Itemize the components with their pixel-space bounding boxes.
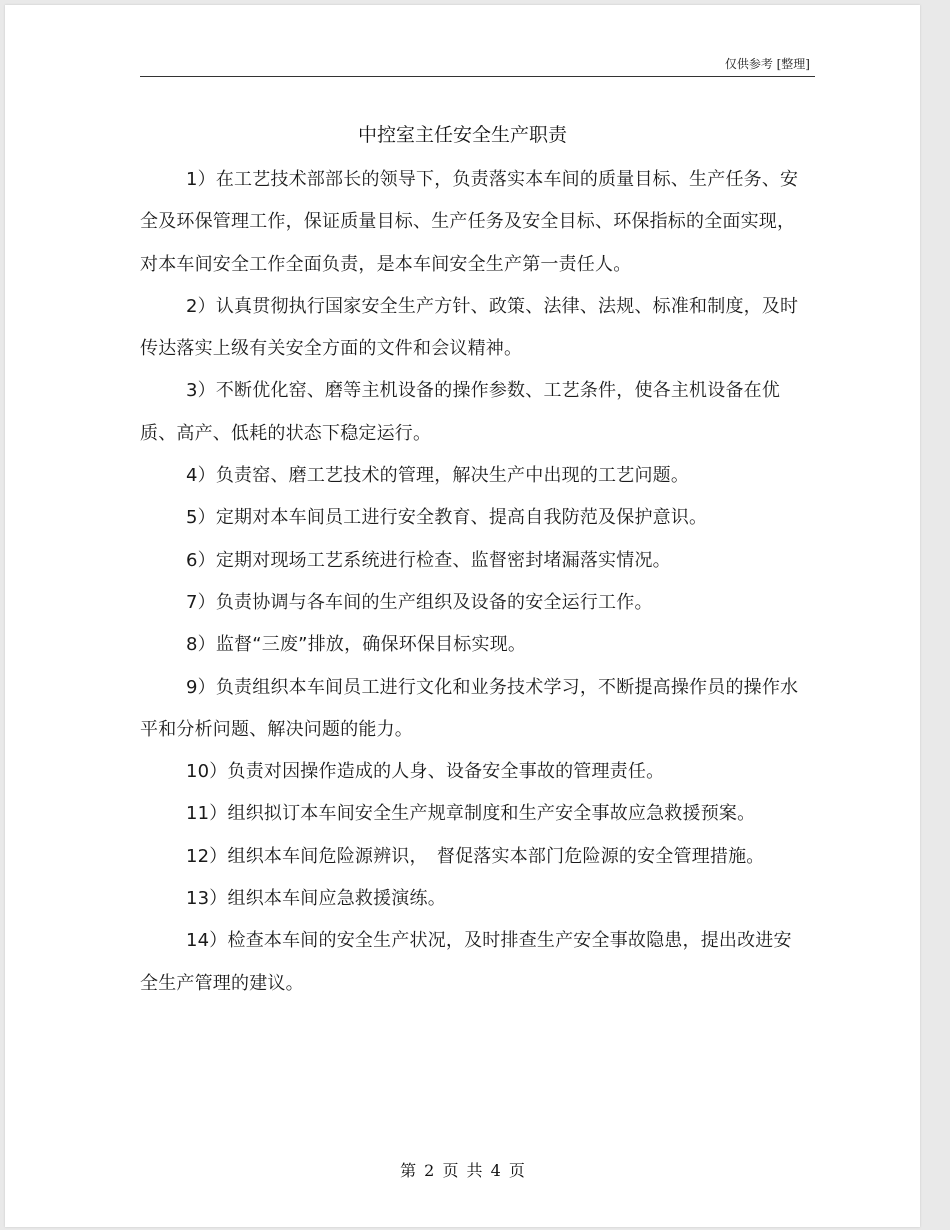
paragraph-3: 3）不断优化窑、磨等主机设备的操作参数、工艺条件，使各主机设备在优质、高产、低耗的状态下稳定运行。 bbox=[140, 380, 781, 444]
page-number-footer: 第 2 页 共 4 页 bbox=[400, 1161, 525, 1180]
paragraph-12: 12）组织本车间危险源辨识， 督促落实本部门危险源的安全管理措施。 bbox=[186, 845, 765, 867]
document-page bbox=[5, 5, 920, 1227]
paragraph-5: 5）定期对本车间员工进行安全教育、提高自我防范及保护意识。 bbox=[186, 507, 708, 529]
paragraph-1: 1）在工艺技术部部长的领导下，负责落实本车间的质量目标、生产任务、安全及环保管理工作，保证质量目标、生产任务及安全目标、环保指标的全面实现，对本车间安全工作全面负责，是本车间安全生产第一责任人。 bbox=[140, 169, 799, 275]
paragraph-9: 9）负责组织本车间员工进行文化和业务技术学习，不断提高操作员的操作水平和分析问题、解决问题的能力。 bbox=[140, 676, 799, 740]
paragraph-11: 11）组织拟订本车间安全生产规章制度和生产安全事故应急救援预案。 bbox=[186, 803, 756, 825]
document-body bbox=[140, 159, 800, 1005]
header-divider bbox=[140, 76, 815, 77]
paragraph-13: 13）组织本车间应急救援演练。 bbox=[186, 888, 446, 910]
paragraph-6: 6）定期对现场工艺系统进行检查、监督密封堵漏落实情况。 bbox=[186, 549, 671, 571]
paragraph-8: 8）监督“三废”排放，确保环保目标实现。 bbox=[186, 634, 527, 656]
paragraph-4: 4）负责窑、磨工艺技术的管理，解决生产中出现的工艺问题。 bbox=[186, 465, 690, 487]
paragraph-14: 14）检查本车间的安全生产状况，及时排查生产安全事故隐患，提出改进安全生产管理的建议。 bbox=[140, 930, 792, 994]
paragraph-2: 2）认真贯彻执行国家安全生产方针、政策、法律、法规、标准和制度，及时传达落实上级有关安全方面的文件和会议精神。 bbox=[140, 295, 799, 360]
header-note: 仅供参考 [整理] bbox=[724, 57, 810, 71]
paragraph-10: 10）负责对因操作造成的人身、设备安全事故的管理责任。 bbox=[186, 761, 665, 783]
paragraph-7: 7）负责协调与各车间的生产组织及设备的安全运行工作。 bbox=[186, 591, 653, 613]
document-title: 中控室主任安全生产职责 bbox=[357, 124, 567, 146]
